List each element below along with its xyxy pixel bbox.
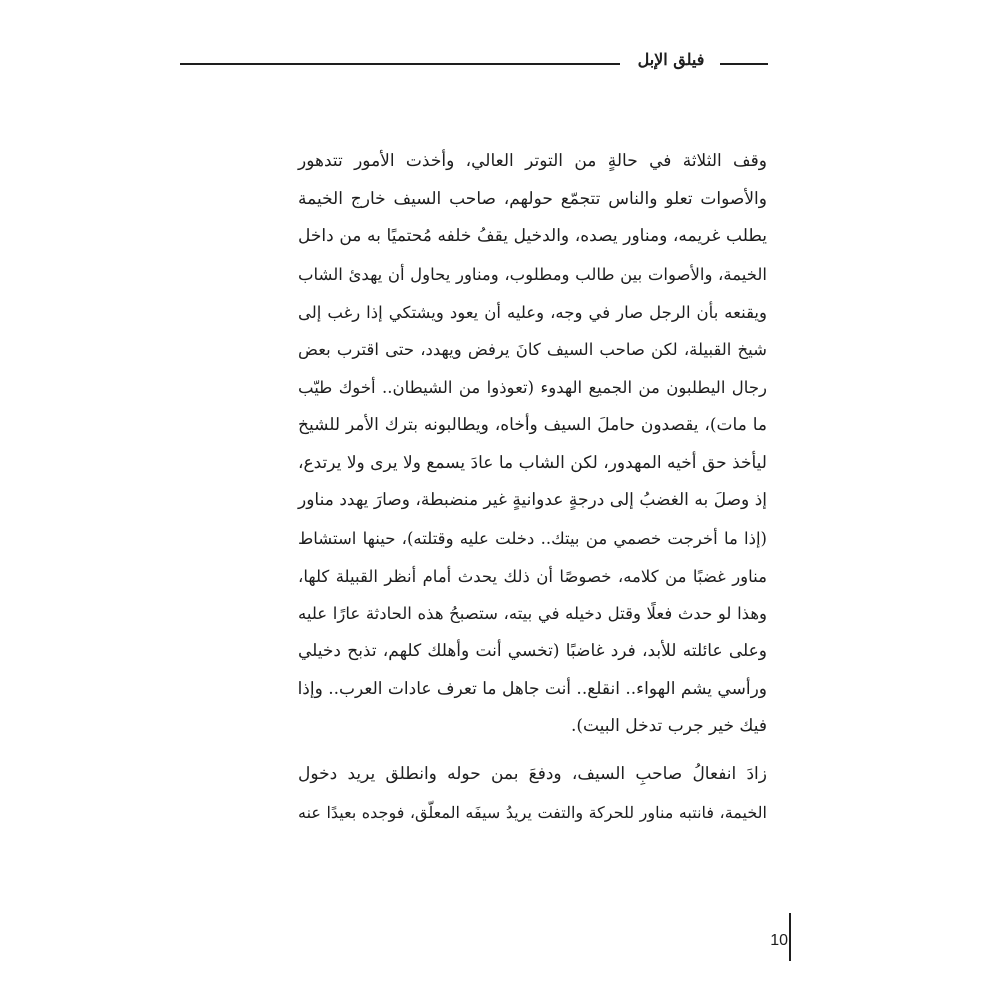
text-line: (إذا ما أخرجت خصمي من بيتك.. دخلت عليه وقتلته)، حينها استشاط	[298, 528, 767, 548]
text-line: ورأسي يشم الهواء.. انقلع.. أنت جاهل ما تعرف عادات العرب.. وإذا	[297, 678, 767, 699]
paragraph-gap	[298, 746, 767, 756]
text-line: والأصوات تعلو والناس تتجمّع حولهم، صاحب السيف خارج الخيمة	[298, 188, 767, 209]
text-line: مناور غضبًا من كلامه، خصوصًا أن ذلك يحدث أمام أنظر القبيلة كلها،	[298, 566, 767, 586]
text-line: ليأخذ حق أخيه المهدور، لكن الشاب ما عادَ يسمع ولا يرى ولا يرتدع،	[298, 452, 767, 473]
text-line: الخيمة، فانتبه مناور للحركة والتفت يريدُ سيفَه المعلّق، فوجده بعيدًا عنه	[298, 802, 767, 822]
running-head	[180, 49, 768, 73]
paragraph-2	[298, 756, 767, 831]
header-rule-right	[720, 63, 768, 65]
paragraph-1	[298, 143, 767, 746]
page-number: 10	[770, 932, 788, 949]
text-line: إذ وصلَ به الغضبُ إلى درجةٍ عدوانيةٍ غير منضبطة، وصارَ يهدد مناور	[298, 490, 767, 511]
text-line: وهذا لو حدث فعلًا وقتل دخيله في بيته، ستصبحُ هذه الحادثة عارًا عليه	[298, 604, 767, 624]
text-line: وقف الثلاثة في حالةٍ من التوتر العالي، وأخذت الأمور تتدهور	[298, 151, 767, 171]
text-line: شيخ القبيلة، لكن صاحب السيف كانَ يرفض ويهدد، حتى اقترب بعض	[298, 340, 767, 360]
text-line: يطلب غريمه، ومناور يصده، والدخيل يقفُ خلفه مُحتميًا به من داخل	[298, 226, 767, 247]
header-rule-left	[180, 63, 620, 65]
text-line: رجال اليطلبون من الجميع الهدوء (تعوذوا من الشيطان.. أخوك طيّب	[298, 378, 767, 398]
text-line: وعلى عائلته للأبد، فرد غاضبًا (تخسي أنت وأهلك كلهم، تذبح دخيلي	[298, 640, 767, 661]
text-line: ويقنعه بأن الرجل صار في وجه، وعليه أن يعود ويشتكي إذا رغب إلى	[298, 302, 767, 322]
text-line: زادَ انفعالُ صاحبِ السيف، ودفعَ بمن حوله وانطلق يريد دخول	[298, 764, 767, 784]
text-line: فيك خير جرب تدخل البيت).	[570, 716, 767, 737]
text-line: ما مات)، يقصدون حاملَ السيف وأخاه، ويطالبونه بترك الأمر للشيخ	[298, 414, 767, 435]
body-text	[298, 143, 767, 831]
running-head-title: فيلق الإبل	[637, 50, 705, 69]
text-line: الخيمة، والأصوات بين طالب ومطلوب، ومناور يحاول أن يهدئ الشاب	[298, 265, 767, 285]
page-number-rule	[789, 913, 791, 961]
